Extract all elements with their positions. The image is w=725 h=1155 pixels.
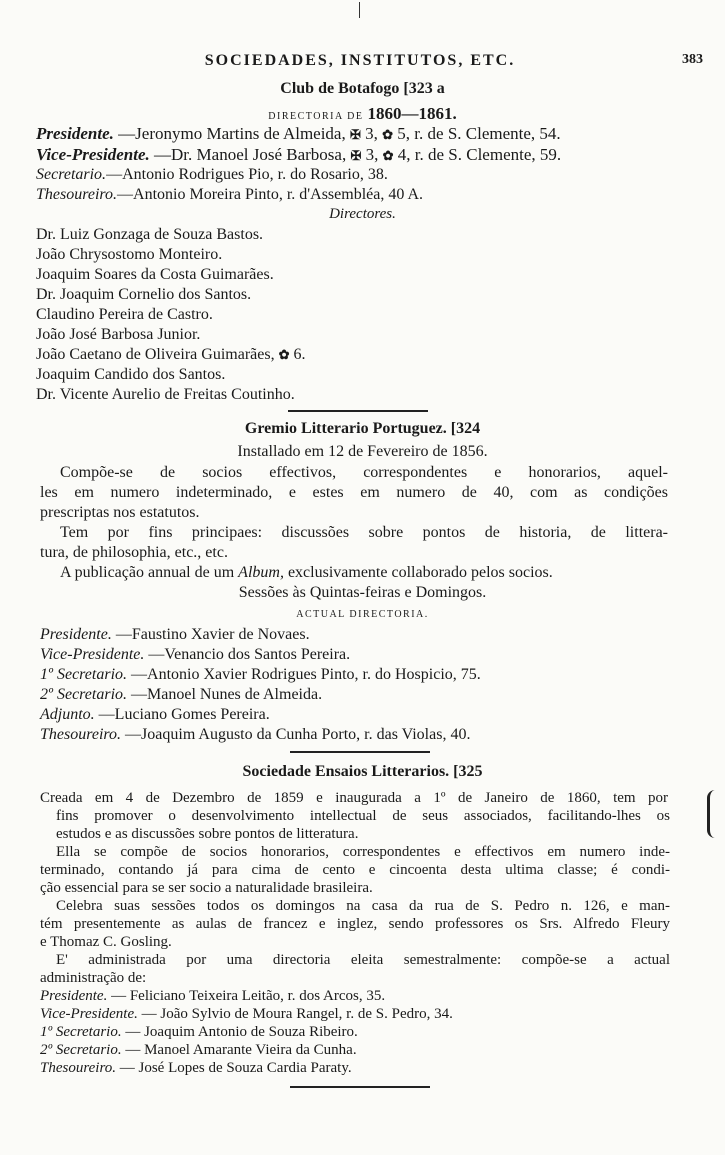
section-divider [290, 1086, 430, 1088]
section-title: Club de Botafogo [280, 80, 400, 97]
director-item: Dr. Luiz Gonzaga de Souza Bastos. [36, 226, 264, 243]
order-rose-icon: ✿ [382, 127, 394, 142]
president-line [36, 124, 561, 144]
paragraph-line: tém presentemente as aulas de francez e inglez, sendo professores os Srs. Alfredo Fleury [40, 916, 670, 932]
officer-line [40, 1042, 357, 1059]
officer-label: 1º Secretario. [40, 666, 128, 683]
sessions-line: Sessões às Quintas-feiras e Domingos. [238, 584, 487, 601]
order-cross-icon: ✠ [349, 127, 361, 142]
officer-text: — Joaquim Antonio de Souza Ribeiro. [125, 1024, 358, 1040]
president-label: Presidente. [36, 124, 114, 143]
paragraph-line: tura, de philosophia, etc., etc. [40, 544, 228, 561]
director-item [36, 346, 305, 364]
officer-line [40, 1060, 352, 1077]
paragraph-line: estudos e as discussões sobre pontos de litteratura. [56, 826, 359, 842]
section-number: [325 [453, 763, 483, 780]
treasurer-line [36, 186, 423, 204]
album-word: Album, [238, 564, 284, 581]
officer-label: Vice-Presidente. [40, 1006, 138, 1022]
section-number: [323 a [403, 80, 445, 97]
section-divider [290, 751, 430, 753]
paragraph-line: e Thomaz C. Gosling. [40, 934, 172, 950]
paragraph-line: terminado, contando já para cima de cento e cincoenta desta ultima classe; é condi- [40, 862, 670, 878]
paragraph-line: E' administrada por uma directoria eleita semestralmente: compõe-se a actual [56, 952, 670, 968]
director-item: Claudino Pereira de Castro. [36, 306, 213, 323]
order-rose-icon: ✿ [382, 148, 394, 163]
secretary-text: —Antonio Rodrigues Pio, r. do Rosario, 38. [106, 166, 388, 183]
secretary-label: Secretario. [36, 166, 107, 183]
president-name: —Jeronymo Martins de Almeida, [118, 124, 346, 143]
section-number: [324 [450, 420, 481, 437]
officer-text: —Manoel Nunes de Almeida. [131, 686, 323, 703]
officer-text: —Venancio dos Santos Pereira. [148, 646, 351, 663]
officer-line [40, 1006, 453, 1023]
vice-president-name: —Dr. Manoel José Barbosa, [154, 145, 347, 164]
officer-label: Presidente. [40, 626, 112, 643]
officer-text: — Feliciano Teixeira Leitão, r. dos Arcos, 35. [111, 988, 386, 1004]
director-item: Dr. Joaquim Cornelio dos Santos. [36, 286, 252, 303]
vice-president-address: r. de S. Clemente, 59. [414, 145, 562, 164]
president-orders: 3, [365, 124, 378, 143]
treasurer-text: —Antonio Moreira Pinto, r. d'Assembléa, 40 A. [117, 186, 424, 203]
paragraph-line: Compõe-se de socios effectivos, correspondentes e honorarios, aquel- [60, 464, 668, 481]
paragraph-line: Celebra suas sessões todos os domingos na casa da rua de S. Pedro n. 126, e man- [56, 898, 670, 914]
order-rose-icon: ✿ [278, 347, 290, 362]
paragraph-line [60, 564, 553, 582]
officer-line [40, 726, 470, 744]
section-title-club-botafogo [0, 80, 725, 98]
vice-president-line [36, 145, 561, 165]
directorate-label: DIRECTORIA DE [268, 111, 364, 122]
officer-text: —Joaquim Augusto da Cunha Porto, r. das Violas, 40. [125, 726, 471, 743]
paragraph-line: Ella se compõe de socios honorarios, correspondentes e effectivos em numero inde- [56, 844, 670, 860]
directorate-heading [0, 104, 725, 124]
director-item: Dr. Vicente Aurelio de Freitas Coutinho. [36, 386, 295, 403]
order-cross-icon: ✠ [350, 148, 362, 163]
paragraph-line: prescriptas nos estatutos. [40, 504, 200, 521]
president-orders-2: 5, [397, 124, 411, 143]
officer-text: —Antonio Xavier Rodrigues Pinto, r. do Hospicio, 75. [131, 666, 481, 683]
text-segment: exclusivamente collaborado pelos socios. [287, 564, 553, 581]
officer-label: Thesoureiro. [40, 1060, 116, 1076]
director-name: João Caetano de Oliveira Guimarães, [36, 346, 275, 363]
officer-label: Vice-Presidente. [40, 646, 145, 663]
section-divider [288, 410, 428, 412]
section-title-gremio [0, 420, 725, 438]
director-item: Joaquim Soares da Costa Guimarães. [36, 266, 274, 283]
officer-line [40, 988, 385, 1005]
page-edge-mark [359, 2, 360, 18]
running-title: SOCIEDADES, INSTITUTOS, ETC. [204, 52, 516, 69]
founded-line: Installado em 12 de Fevereiro de 1856. [237, 443, 488, 460]
vice-president-orders-2: 4, [397, 145, 411, 164]
officer-text: —Luciano Gomes Pereira. [98, 706, 270, 723]
directors-heading: Directores. [329, 206, 396, 222]
paragraph-line: les em numero indeterminado, e estes em numero de 40, com as condições [40, 484, 668, 501]
officer-line [40, 646, 350, 664]
section-title: Gremio Litterario Portuguez. [244, 420, 447, 437]
officer-text: — José Lopes de Souza Cardia Paraty. [119, 1060, 352, 1076]
officer-line [40, 1024, 358, 1041]
officer-label: Adjunto. [40, 706, 95, 723]
officer-text: — João Sylvio de Moura Rangel, r. de S. Pedro, 34. [141, 1006, 453, 1022]
officer-label: Presidente. [40, 988, 108, 1004]
president-address: r. de S. Clemente, 54. [414, 124, 561, 143]
directorate-years: 1860—1861. [367, 104, 457, 123]
vice-president-label: Vice-Presidente. [36, 145, 150, 164]
secretary-line [36, 166, 388, 184]
page-curl-mark [707, 790, 719, 838]
paragraph-line: ção essencial para se ser socio a naturalidade brasileira. [40, 880, 373, 896]
officer-label: 1º Secretario. [40, 1024, 122, 1040]
director-order: 6. [293, 346, 306, 363]
officer-label: 2º Secretario. [40, 686, 128, 703]
director-item: Joaquim Candido dos Santos. [36, 366, 226, 383]
text-segment: A publicação annual de um [60, 564, 235, 581]
officer-line [40, 666, 481, 684]
treasurer-label: Thesoureiro. [36, 186, 118, 203]
officer-line [40, 626, 310, 644]
page-number: 383 [682, 52, 703, 67]
officer-label: 2º Secretario. [40, 1042, 122, 1058]
officer-text: — Manoel Amarante Vieira da Cunha. [125, 1042, 357, 1058]
director-item: João José Barbosa Junior. [36, 326, 201, 343]
officer-label: Thesoureiro. [40, 726, 122, 743]
running-head [0, 52, 725, 74]
paragraph-line: Tem por fins principaes: discussões sobre pontos de historia, de littera- [60, 524, 668, 541]
paragraph-line: Creada em 4 de Dezembro de 1859 e inaugurada a 1º de Janeiro de 1860, tem por [40, 790, 668, 806]
paragraph-line: fins promover o desenvolvimento intellectual de seus associados, facilitando-lhes os [56, 808, 670, 824]
directorate-heading: ACTUAL DIRECTORIA. [296, 609, 429, 620]
paragraph-line: administração de: [40, 970, 147, 986]
vice-president-orders: 3, [365, 145, 379, 164]
section-title-ensaios [0, 763, 725, 781]
director-item: João Chrysostomo Monteiro. [36, 246, 223, 263]
section-title: Sociedade Ensaios Litterarios. [242, 763, 450, 780]
officer-text: —Faustino Xavier de Novaes. [115, 626, 310, 643]
officer-line [40, 686, 322, 704]
officer-line [40, 706, 270, 724]
